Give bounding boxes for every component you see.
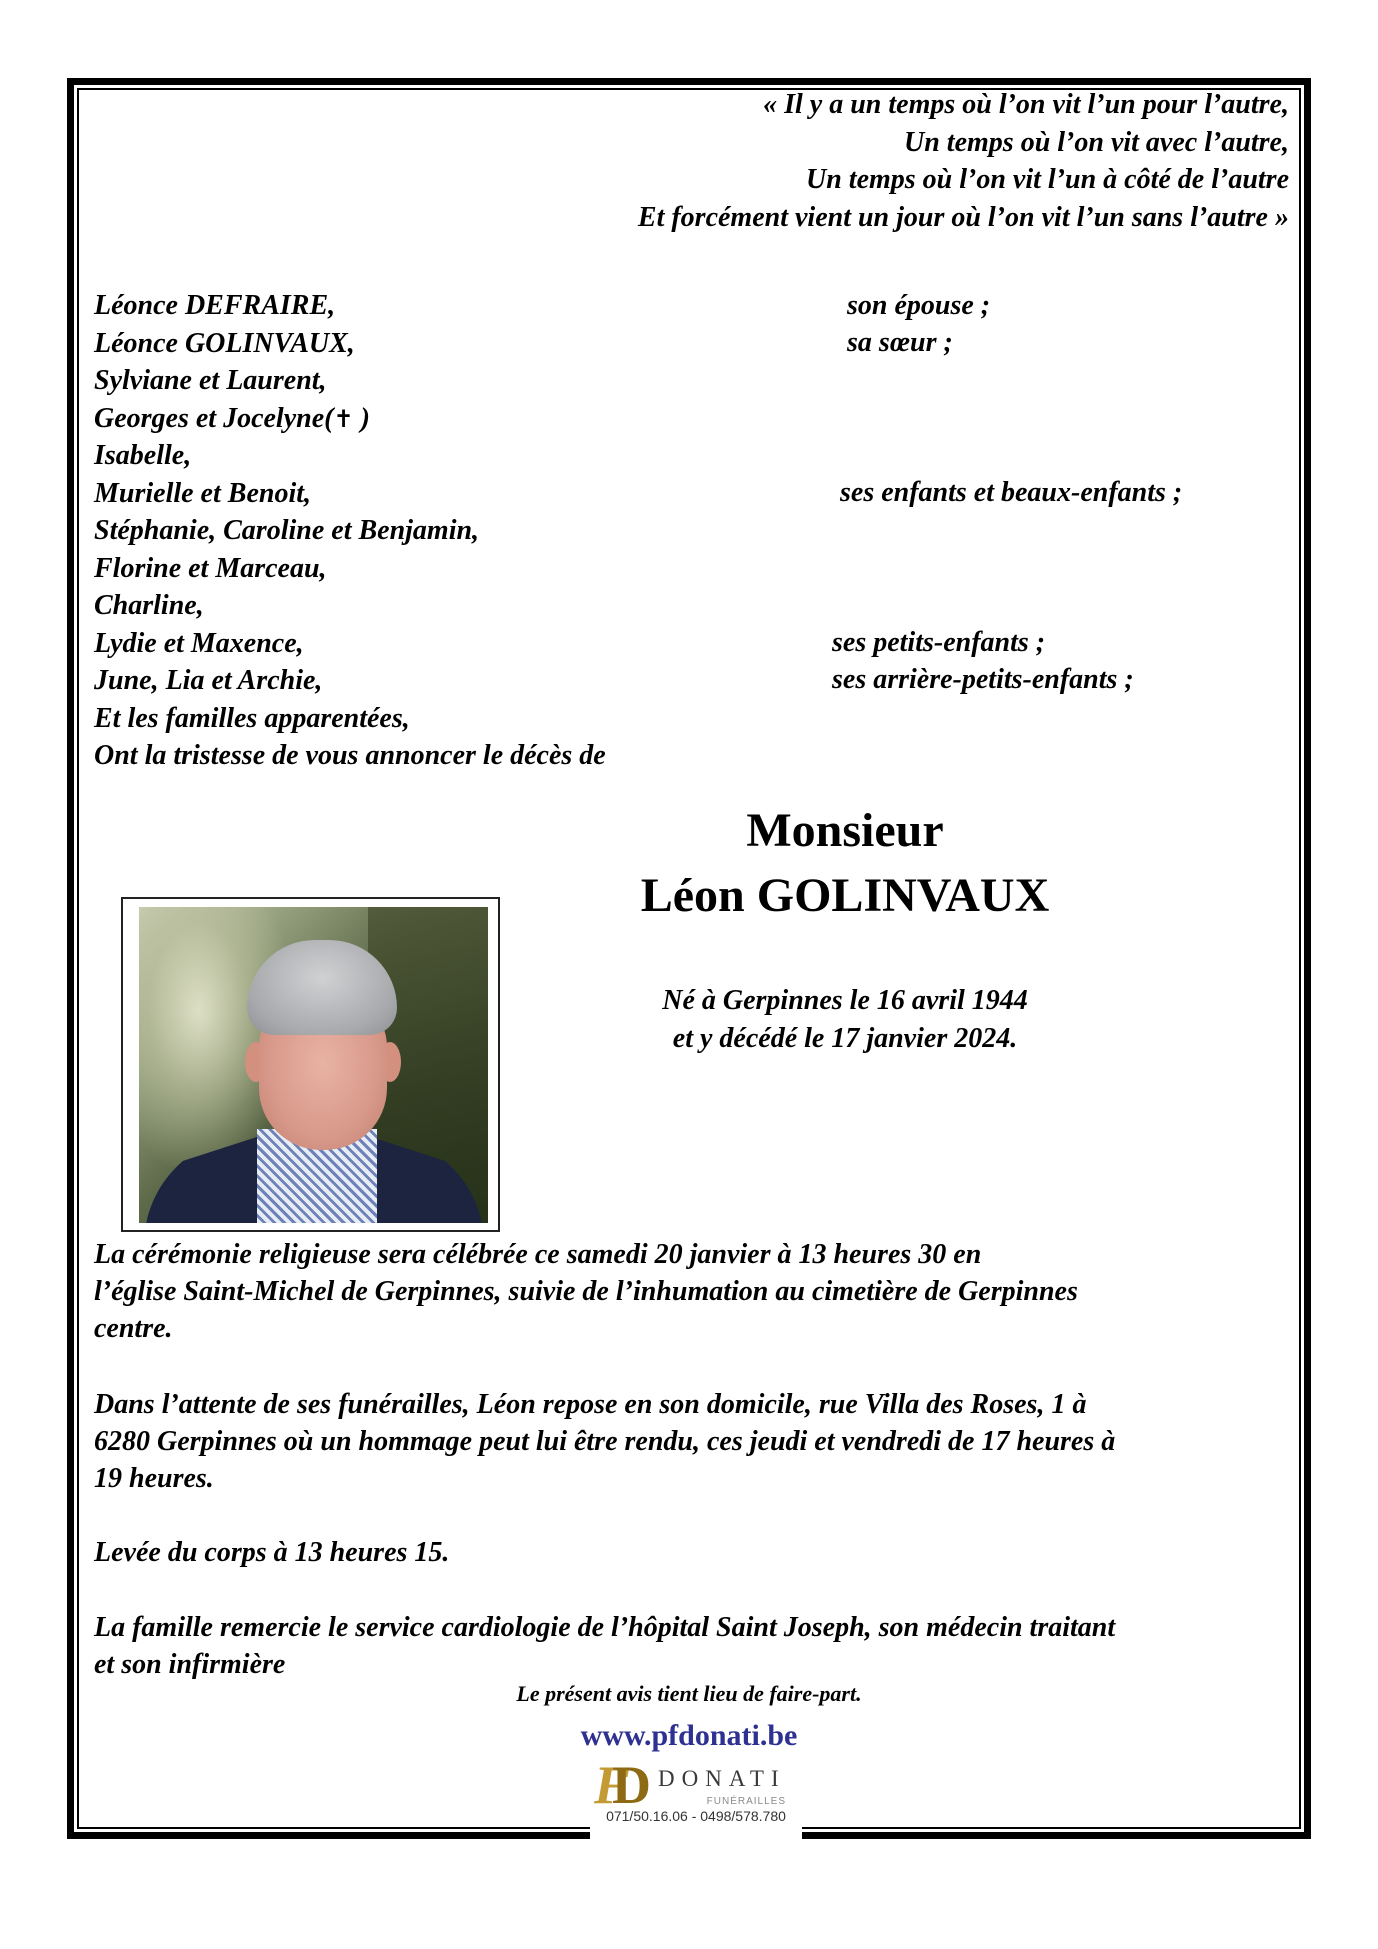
death-line: et y décédé le 17 janvier 2024. [672, 1023, 1018, 1054]
family-member: June, Lia et Archie, [94, 665, 323, 696]
announcement-line: Ont la tristesse de vous annoncer le décès de [94, 740, 606, 771]
family-member: Sylviane et Laurent, [94, 365, 327, 396]
family-list [94, 287, 606, 775]
phone-numbers: 071/50.16.06 - 0498/578.780 [606, 1808, 786, 1824]
family-member: Léonce GOLINVAUX, [94, 327, 355, 359]
paragraph-line: La cérémonie religieuse sera célébrée ce samedi 20 janvier à 13 heures 30 en [94, 1239, 982, 1270]
opening-quote [638, 86, 1289, 236]
ceremony-paragraph [94, 1236, 1299, 1347]
paragraph-line: centre. [94, 1313, 173, 1344]
portrait-photo [139, 907, 488, 1223]
cross-icon: ✝ [333, 404, 354, 433]
quote-line: Et forcément vient un jour où l’on vit l’un sans l’autre » [637, 201, 1289, 233]
relation-children: ses enfants et beaux-enfants ; [840, 477, 1183, 508]
faire-part-note: Le présent avis tient lieu de faire-part. [516, 1681, 862, 1706]
paragraph-line: La famille remercie le service cardiologie de l’hôpital Saint Joseph, son médecin traitant [94, 1612, 1116, 1643]
fd-monogram-icon: FD [594, 1755, 634, 1815]
paragraph-line: et son infirmière [94, 1649, 286, 1680]
paragraph-line: Dans l’attente de ses funérailles, Léon repose en son domicile, rue Villa des Roses, 1 à [94, 1389, 1087, 1420]
family-member: Murielle et Benoit, [94, 477, 311, 509]
quote-line: « Il y a un temps où l’on vit l’un pour l’autre, [763, 89, 1289, 120]
brand-subtitle: FUNÉRAILLES [706, 1796, 786, 1807]
birth-line: Né à Gerpinnes le 16 avril 1944 [662, 985, 1028, 1016]
website-link[interactable]: www.pfdonati.be [580, 1719, 798, 1752]
family-member: Lydie et Maxence, [94, 627, 304, 659]
family-member: Isabelle, [94, 440, 192, 471]
family-member: Charline, [94, 590, 204, 621]
brand-name: DONATI [658, 1766, 786, 1791]
family-member: Florine et Marceau, [94, 552, 327, 584]
paragraph-line: 6280 Gerpinnes où un hommage peut lui être rendu, ces jeudi et vendredi de 17 heures à [94, 1426, 1116, 1457]
visitation-paragraph [94, 1386, 1299, 1497]
life-dates [590, 982, 1100, 1058]
relation-grandchildren: ses petits-enfants ; [832, 627, 1046, 658]
portrait-frame [121, 897, 500, 1232]
paragraph-line: 19 heures. [94, 1463, 214, 1494]
levee-paragraph [94, 1534, 1299, 1571]
family-member: Léonce DEFRAIRE, [94, 290, 336, 321]
family-member: Et les familles apparentées, [94, 702, 410, 734]
family-member: Georges et Jocelyne(✝ ) [94, 402, 370, 434]
relation-great-grandchildren: ses arrière-petits-enfants ; [832, 664, 1134, 695]
donati-logo [590, 1754, 802, 1846]
family-member: Stéphanie, Caroline et Benjamin, [94, 515, 480, 546]
quote-line: Un temps où l’on vit l’un à côté de l’autre [806, 164, 1289, 195]
relation-sister: sa sœur ; [847, 327, 953, 358]
deceased-title: Monsieur [746, 804, 944, 857]
relation-spouse: son épouse ; [847, 290, 991, 321]
paragraph-line: l’église Saint-Michel de Gerpinnes, suivie de l’inhumation au cimetière de Gerpinnes [94, 1276, 1078, 1307]
deceased-name: Léon GOLINVAUX [640, 869, 1050, 922]
quote-line: Un temps où l’on vit avec l’autre, [904, 126, 1289, 158]
paragraph-line: Levée du corps à 13 heures 15. [94, 1537, 450, 1568]
thanks-paragraph [94, 1609, 1299, 1683]
